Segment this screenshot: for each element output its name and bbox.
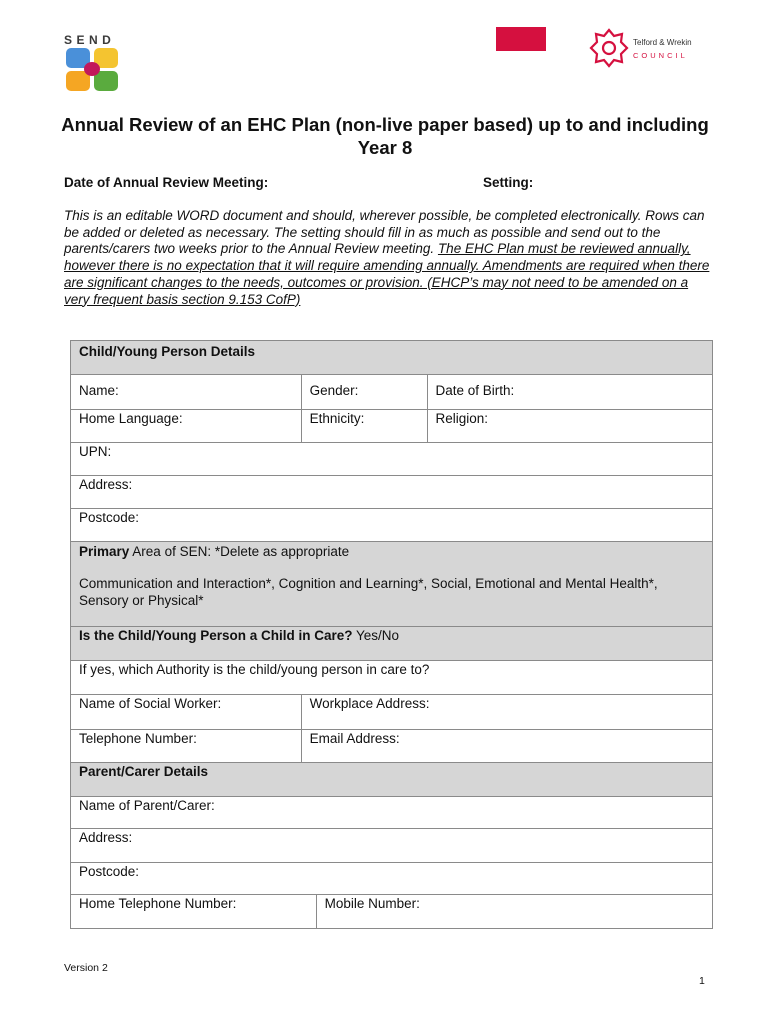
- table-row: [71, 661, 713, 695]
- intro-plain-text: This is an editable WORD document and should, wherever possible, be completed electronically. Rows can be added or deleted as necessary. The setting should fill in as much as possible and send out to the parents/carers two weeks prior to the Annual Review meeting.: [64, 208, 705, 257]
- primary-area-label: Area of SEN: *Delete as appropriate: [129, 544, 350, 559]
- table-row: [71, 375, 713, 410]
- table-row: [71, 509, 713, 542]
- intro-paragraph: [64, 208, 714, 308]
- email-field[interactable]: Email Address:: [301, 730, 712, 763]
- send-logo-green-tile: [94, 71, 118, 91]
- social-worker-field[interactable]: Name of Social Worker:: [71, 695, 302, 730]
- address-field[interactable]: Address:: [71, 476, 713, 509]
- send-logo-orange-tile: [66, 71, 90, 91]
- table-row: [71, 829, 713, 863]
- telephone-field[interactable]: Telephone Number:: [71, 730, 302, 763]
- child-details-header: Child/Young Person Details: [71, 341, 713, 375]
- table-row: [71, 476, 713, 509]
- table-row: [71, 797, 713, 829]
- primary-label: Primary: [79, 544, 130, 559]
- workplace-address-field[interactable]: Workplace Address:: [301, 695, 712, 730]
- parent-name-field[interactable]: Name of Parent/Carer:: [71, 797, 713, 829]
- setting-label: Setting:: [483, 175, 534, 190]
- child-in-care-question: Is the Child/Young Person a Child in Care?: [79, 628, 353, 643]
- send-logo-text: SEND: [64, 33, 116, 47]
- council-name-line2: COUNCIL: [633, 51, 688, 60]
- postcode-field[interactable]: Postcode:: [71, 509, 713, 542]
- intro-underlined-text: The EHC Plan must be reviewed annually, however there is no expectation that it will require amending annually. Amendments are required when there are significant changes to the needs, outcomes or provision. (EHCP’s may not need to be amended on a very frequent basis section 9.153 CofP): [64, 241, 710, 307]
- care-authority-field[interactable]: If yes, which Authority is the child/young person in care to?: [71, 661, 713, 695]
- home-telephone-field[interactable]: Home Telephone Number:: [71, 895, 317, 929]
- table-row: [71, 542, 713, 627]
- home-language-field[interactable]: Home Language:: [71, 410, 302, 443]
- council-name-line1: Telford & Wrekin: [633, 38, 692, 47]
- table-row: [71, 763, 713, 797]
- parent-postcode-field[interactable]: Postcode:: [71, 863, 713, 895]
- upn-field[interactable]: UPN:: [71, 443, 713, 476]
- page-number: 1: [699, 975, 705, 987]
- mobile-number-field[interactable]: Mobile Number:: [316, 895, 712, 929]
- ethnicity-field[interactable]: Ethnicity:: [301, 410, 427, 443]
- parent-address-field[interactable]: Address:: [71, 829, 713, 863]
- meeting-date-label: Date of Annual Review Meeting:: [64, 175, 269, 190]
- table-row: [71, 863, 713, 895]
- dob-field[interactable]: Date of Birth:: [427, 375, 713, 410]
- table-row: [71, 410, 713, 443]
- table-row: [71, 695, 713, 730]
- gender-field[interactable]: Gender:: [301, 375, 427, 410]
- table-row: [71, 730, 713, 763]
- document-title: Annual Review of an EHC Plan (non-live paper based) up to and including Year 8: [61, 114, 709, 158]
- table-row: [71, 895, 713, 929]
- send-logo: [64, 46, 122, 104]
- table-row: [71, 443, 713, 476]
- table-row: [71, 627, 713, 661]
- primary-sen-cell[interactable]: [71, 542, 713, 627]
- child-in-care-cell[interactable]: [71, 627, 713, 661]
- religion-field[interactable]: Religion:: [427, 410, 713, 443]
- name-field[interactable]: Name:: [71, 375, 302, 410]
- parent-carer-header: Parent/Carer Details: [71, 763, 713, 797]
- sen-areas-text: Communication and Interaction*, Cognition and Learning*, Social, Emotional and Mental Health*, Sensory or Physical*: [79, 576, 658, 608]
- version-label: Version 2: [64, 962, 108, 974]
- child-in-care-options: Yes/No: [352, 628, 400, 643]
- council-logo-icon: [589, 28, 629, 68]
- red-header-block: [496, 27, 546, 51]
- table-row: [71, 341, 713, 375]
- child-details-table: [70, 340, 713, 929]
- send-logo-center-dot: [84, 62, 100, 76]
